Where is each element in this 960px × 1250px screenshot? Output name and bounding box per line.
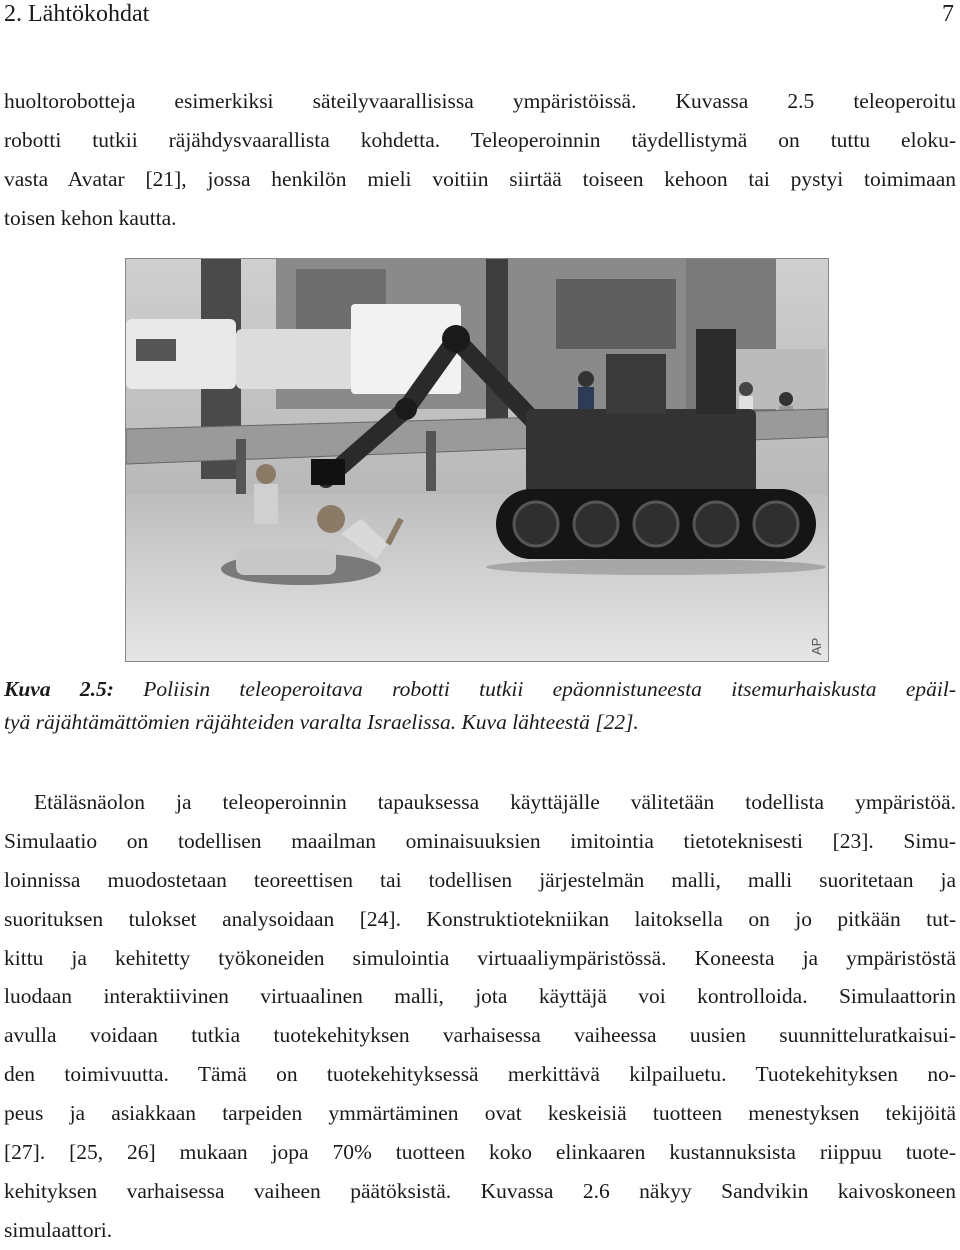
text-line: peus ja asiakkaan tarpeiden ymmärtäminen ovat keskeisiä tuotteen menestyksen tekijöitä bbox=[4, 1101, 956, 1126]
text-line: toisen kehon kautta. bbox=[4, 205, 177, 230]
text-line: den toimivuutta. Tämä on tuotekehityksessä merkittävä kilpailuetu. Tuotekehityksen no- bbox=[4, 1062, 956, 1087]
caption-line: tyä räjähtämättömien räjähteiden varalta Israelissa. Kuva lähteestä [22]. bbox=[4, 710, 639, 734]
text-line: simulaattori. bbox=[4, 1217, 113, 1242]
text-line: Simulaatio on todellisen maailman ominaisuuksien imitointia tietoteknisesti [23]. Simu- bbox=[4, 828, 956, 853]
running-header bbox=[4, 0, 954, 28]
text-line: vasta Avatar [21], jossa henkilön mieli voitiin siirtää toiseen kehoon tai pystyi toimimaan bbox=[4, 166, 956, 191]
figure-caption bbox=[4, 673, 956, 739]
ap-watermark: AP bbox=[809, 637, 824, 655]
caption-label: Kuva 2.5: bbox=[4, 677, 114, 701]
text-line: avulla voidaan tutkia tuotekehityksen varhaisessa vaiheessa uusien suunnitteluratkaisui- bbox=[4, 1023, 956, 1048]
paragraph-intro bbox=[4, 82, 956, 238]
caption-text: Poliisin teleoperoitava robotti tutkii epäonnistuneesta itsemurhaiskusta epäil- bbox=[113, 677, 956, 701]
text-line: luodaan interaktiivinen virtuaalinen malli, jota käyttäjä voi kontrolloida. Simulaattorin bbox=[4, 984, 956, 1009]
robot-body bbox=[526, 409, 756, 499]
page-number: 7 bbox=[942, 0, 954, 27]
section-title: 2. Lähtökohdat bbox=[4, 0, 150, 27]
text-line: robotti tutkii räjähdysvaarallista kohdetta. Teleoperoinnin täydellistymä on tuttu eloku- bbox=[4, 127, 956, 152]
car bbox=[236, 329, 356, 389]
text-line: kehityksen varhaisessa vaiheen päätöksistä. Kuvassa 2.6 näkyy Sandvikin kaivoskoneen bbox=[4, 1178, 956, 1203]
robot-photo bbox=[125, 258, 829, 662]
text-line: Etäläsnäolon ja teleoperoinnin tapauksessa käyttäjälle välitetään todellista ympäristöä. bbox=[34, 790, 956, 814]
caption-line bbox=[4, 673, 956, 706]
text-line: suorituksen tulokset analysoidaan [24]. Konstruktiotekniikan laitoksella on jo pitkään tut- bbox=[4, 906, 956, 931]
paragraph-simulation bbox=[4, 783, 956, 1250]
robot-photo-illustration bbox=[126, 259, 828, 661]
text-line: loinnissa muodostetaan teoreettisen tai todellisen järjestelmän malli, malli suoritetaan ja bbox=[4, 867, 956, 892]
text-line: [27]. [25, 26] mukaan jopa 70% tuotteen koko elinkaaren kustannuksista riippuu tuote- bbox=[4, 1140, 956, 1165]
text-line: huoltorobotteja esimerkiksi säteilyvaarallisissa ympäristöissä. Kuvassa 2.5 teleoperoitu bbox=[4, 89, 956, 113]
text-line: kittu ja kehitetty työkoneiden simulointia virtuaaliympäristössä. Koneesta ja ympäristöstä bbox=[4, 945, 956, 970]
